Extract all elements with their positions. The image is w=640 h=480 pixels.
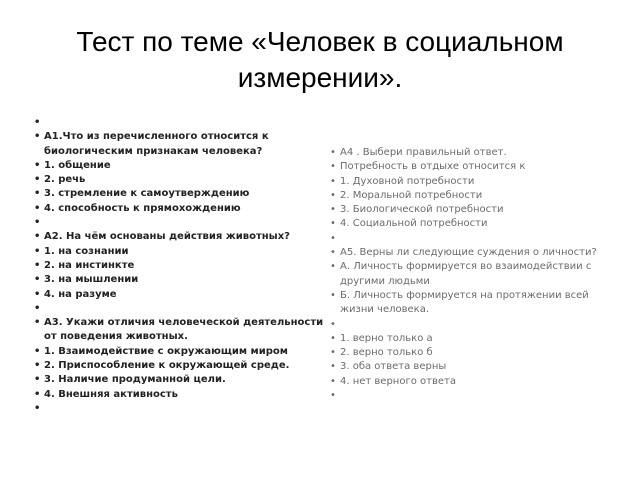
empty-bullet (330, 318, 614, 332)
answer-option: • 1. на сознании (34, 245, 324, 259)
right-question-list (330, 146, 614, 403)
question-item: • А2. На чём основаны действия животных? (34, 230, 324, 244)
empty-bullet (34, 216, 324, 230)
question-item: • А1.Что из перечисленного относится к биологическим признакам человека? (34, 130, 324, 159)
question-item: • А5. Верны ли следующие суждения о личности? (330, 246, 614, 260)
empty-bullet (34, 302, 324, 316)
answer-option: • 1. верно только а (330, 332, 614, 346)
answer-option: • 4. на разуме (34, 288, 324, 302)
question-item: • А4 . Выбери правильный ответ. (330, 146, 614, 160)
answer-option: • 1. Взаимодействие с окружающим миром (34, 345, 324, 359)
answer-option: • 1. Духовной потребности (330, 175, 614, 189)
answer-option: • 1. общение (34, 159, 324, 173)
answer-option: • Б. Личность формируется на протяжении всей жизни человека. (330, 289, 614, 318)
answer-option: • 4. способность к прямохождению (34, 202, 324, 216)
answer-option: • 4. нет верного ответа (330, 375, 614, 389)
answer-option: • 2. на инстинкте (34, 259, 324, 273)
answer-option: • 2. верно только б (330, 346, 614, 360)
answer-option: • 4. Социальной потребности (330, 217, 614, 231)
answer-option: • 4. Внешняя активность (34, 388, 324, 402)
answer-option: • 3. Наличие продуманной цели. (34, 373, 324, 387)
answer-option: • 3. оба ответа верны (330, 360, 614, 374)
empty-bullet (34, 402, 324, 416)
answer-option: • 2. речь (34, 173, 324, 187)
left-question-list (34, 116, 324, 416)
empty-bullet (330, 232, 614, 246)
empty-bullet (34, 116, 324, 130)
answer-option: • 2. Приспособление к окружающей среде. (34, 359, 324, 373)
question-item: • А3. Укажи отличия человеческой деятельности от поведения животных. (34, 316, 324, 345)
answer-option: • 3. на мышлении (34, 273, 324, 287)
answer-option: • А. Личность формируется во взаимодействии с другими людьми (330, 260, 614, 289)
answer-option: • 2. Моральной потребности (330, 189, 614, 203)
slide-title: Тест по теме «Человек в социальном измерении». (76, 26, 564, 93)
answer-option: • Потребность в отдыхе относится к (330, 160, 614, 174)
answer-option: • 3. Биологической потребности (330, 203, 614, 217)
answer-option: • 3. стремление к самоутверждению (34, 187, 324, 201)
empty-bullet (330, 389, 614, 403)
